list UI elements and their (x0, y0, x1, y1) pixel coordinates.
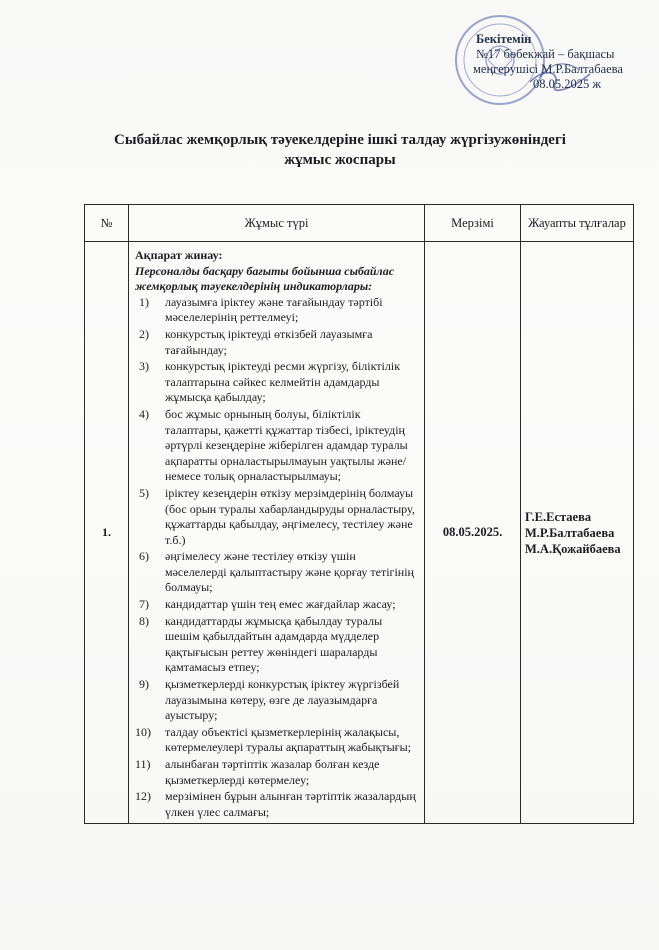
list-item (135, 327, 418, 358)
list-item-text: алынбаған тәртіптік жазалар болған кезде қызметкерлерді көтермелеу; (165, 757, 380, 787)
work-plan-table (84, 204, 634, 824)
title-line-1: Сыбайлас жемқорлық тәуекелдеріне ішкі талдау жүргізужөніндегі (114, 132, 566, 148)
list-item (135, 677, 418, 724)
approval-block (473, 32, 653, 92)
list-item-number: 11) (135, 757, 151, 771)
title-line-2: жұмыс жоспары (284, 152, 396, 168)
list-item-number: 5) (139, 485, 149, 500)
list-item (135, 597, 418, 613)
list-item-text: талдау объектісі қызметкерлерінің жалақысы, көтермелеулері туралы ақпараттың жабықтығы; (165, 724, 411, 755)
list-item-number: 12) (135, 789, 151, 804)
list-item-number: 6) (139, 549, 149, 564)
list-item-number: 9) (139, 677, 149, 692)
section-subheading: Персоналды басқару бағыты бойынша сыбайлас жемқорлық тәуекелдерінің индикаторлары: (135, 263, 395, 294)
list-item-text: бос жұмыс орнының болуы, біліктілік талаптары, қажетті құжаттар тізбесі, іріктеудің әртүрлі кезеңдеріне жіберілген адамдар туралы ақпаратты орналастырылмауын уақтылы және/немесе толық орналастырылмауы; (165, 406, 408, 484)
list-item-number: 10) (135, 724, 151, 739)
table-row (85, 242, 634, 824)
header-number: № (85, 205, 129, 242)
approval-line-institution: №17 бөбекжай – бақшасы (476, 47, 615, 61)
list-item-text: кандидаттар үшін тең емес жағдайлар жасау; (165, 597, 396, 612)
row-number: 1. (85, 242, 129, 824)
responsible-person: Г.Е.Естаева (525, 509, 592, 524)
list-item-text: әңгімелесу және тестілеу өткізу үшін мәселелерді қалыптастыру және қорғау тетігінің болмауы; (165, 549, 414, 595)
list-item-text: конкурстық іріктеуді ресми жүргізу, біліктілік талаптарына сәйкес келмейтін адамдарды жұмысқа қабылдау; (165, 359, 401, 405)
list-item-text: конкурстық іріктеуді өткізбей лауазымға тағайындау; (165, 326, 373, 357)
header-deadline: Мерзімі (425, 205, 521, 242)
header-responsible: Жауапты тұлғалар (521, 205, 634, 242)
list-item (135, 295, 418, 326)
list-item-number: 8) (139, 613, 149, 628)
list-item-text: мерзімінен бұрын алынған тәртіптік жазалардың үлкен үлес салмағы; (165, 789, 416, 819)
list-item (135, 486, 418, 548)
work-description-cell (129, 242, 425, 824)
list-item (135, 757, 418, 788)
list-item-number: 1) (139, 294, 149, 309)
document-title (100, 130, 580, 170)
approval-line-date: 08.05.2025 ж (533, 77, 602, 91)
responsible-person: М.Р.Балтабаева (525, 525, 615, 540)
list-item-number: 7) (139, 597, 149, 612)
indicator-list (135, 295, 418, 821)
responsible-cell (521, 242, 634, 824)
table-header-row (85, 205, 634, 242)
approval-line-approved: Бекітемін (476, 32, 532, 46)
header-work-type: Жұмыс түрі (129, 205, 425, 242)
list-item-number: 4) (139, 406, 149, 421)
deadline-cell: 08.05.2025. (425, 242, 521, 824)
list-item (135, 725, 418, 756)
list-item (135, 407, 418, 485)
list-item (135, 789, 418, 820)
list-item (135, 549, 418, 596)
list-item-text: кандидаттарды жұмысқа қабылдау туралы шешім қабылдайтын адамдарда мүдделер қақтығысын реттеу жөніндегі шараларды қамтамасыз етпеу; (165, 613, 383, 675)
list-item-number: 3) (139, 359, 149, 374)
responsible-person: М.А.Қожайбаева (525, 541, 621, 556)
section-heading: Ақпарат жинау: (135, 248, 223, 262)
approval-line-head: меңгерушісі М.Р.Балтабаева (473, 62, 623, 76)
list-item (135, 359, 418, 406)
list-item-number: 2) (139, 326, 149, 341)
list-item (135, 614, 418, 676)
list-item-text: лауазымға іріктеу және тағайындау тәртібі мәселелерінің реттелмеуі; (165, 294, 383, 325)
list-item-text: іріктеу кезеңдерін өткізу мерзімдерінің болмауы (бос орын туралы хабарландыруды орналастыру, құжаттарды қабылдау, әңгімелесу, тестілеу және т.б.) (165, 485, 415, 547)
list-item-text: қызметкерлерді конкурстық іріктеу жүргізбей лауазымына көтеру, өзге де лауазымдарға ауыстыру; (165, 677, 400, 723)
